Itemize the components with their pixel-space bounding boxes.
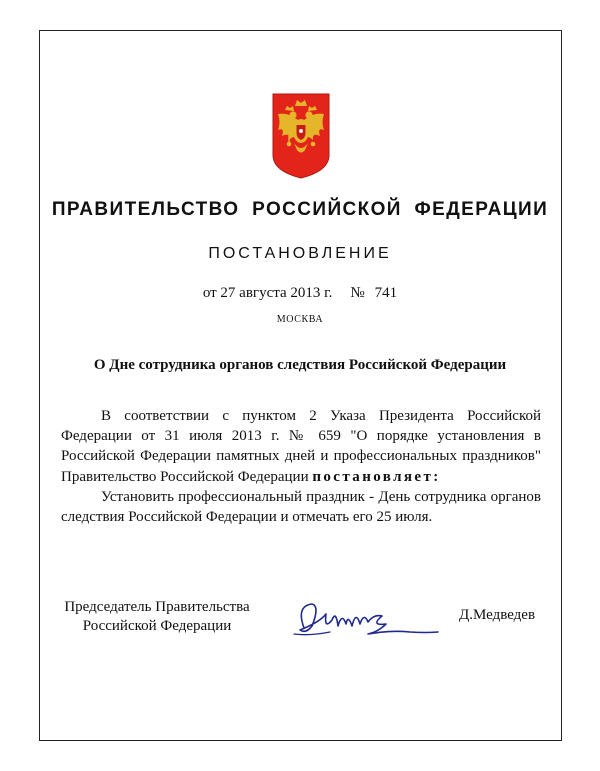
handwritten-signature [290,596,440,642]
city: МОСКВА [276,314,324,325]
russian-coat-of-arms-icon [272,93,330,179]
document-body [61,406,541,527]
number-sign: № [350,285,365,301]
date-number-line [0,285,600,302]
signer-position-line-2: Российской Федерации [82,618,232,634]
document-number: 741 [374,285,398,301]
body-paragraph [61,406,541,487]
body-paragraph-2: Установить профессиональный праздник - День сотрудника органов следствия Российской Федерации и отмечать его 25 июля. [61,488,541,526]
document-type: ПОСТАНОВЛЕНИЕ [208,245,392,262]
signer-position [62,598,252,636]
decree-word: постановляет: [312,468,441,485]
signer-position-line-1: Председатель Правительства [64,599,250,615]
document-date: от 27 августа 2013 г. [202,285,333,301]
body-paragraph-1: В соответствии с пунктом 2 Указа Президента Российской Федерации от 31 июля 2013 г. № 659 "О порядке установления в Российской Федерации памятных дней и профессиональных праздников" Правительство Российской Федерации [61,408,541,485]
signer-name: Д.Медведев [459,607,536,623]
organization-title: ПРАВИТЕЛЬСТВО РОССИЙСКОЙ ФЕДЕРАЦИИ [51,199,549,220]
document-subject: О Дне сотрудника органов следствия Российской Федерации [93,357,507,373]
